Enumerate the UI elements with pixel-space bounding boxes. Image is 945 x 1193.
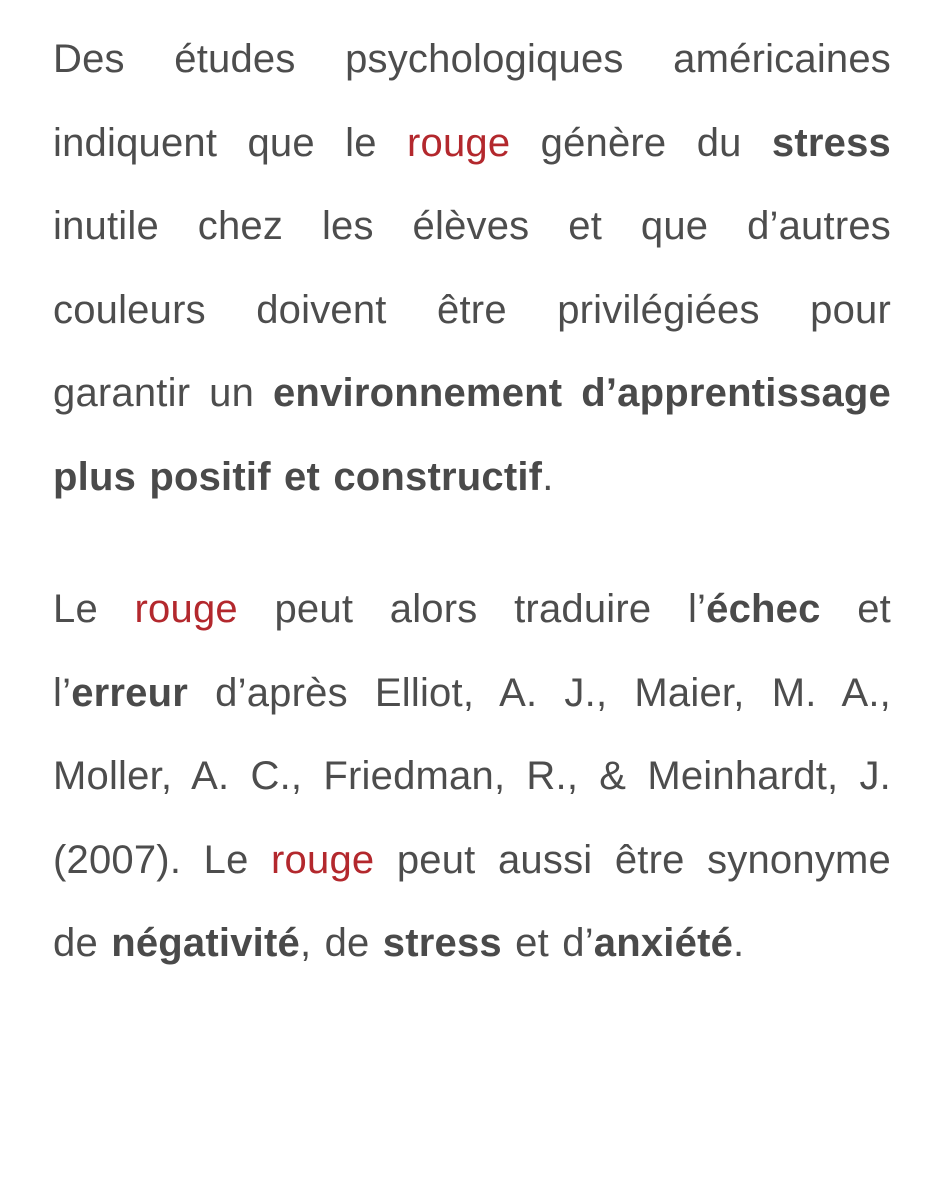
text-run: génère du [510, 120, 772, 165]
text-run: . [733, 921, 745, 965]
text-run: Des études psychologiques américaines indiquent que le [53, 37, 891, 165]
text-run: peut aussi être synonyme de [53, 837, 891, 965]
highlight-rouge: rouge [134, 587, 238, 631]
highlight-rouge: rouge [407, 120, 511, 165]
text-run: et d’ [501, 921, 594, 965]
text-run: . [542, 454, 554, 499]
text-run: Le [53, 587, 135, 631]
emphasis-erreur: erreur [71, 670, 189, 715]
emphasis-anxiete: anxiété [593, 921, 734, 965]
article-body [53, 18, 891, 986]
emphasis-negativite: négativité [111, 921, 300, 965]
paragraph-red-stress-study [53, 18, 891, 519]
emphasis-environment: environnement d’apprentissage plus positif et constructif [53, 371, 891, 499]
text-run: et l’ [53, 587, 891, 715]
emphasis-stress: stress [382, 921, 502, 965]
citation-text: d’après Elliot, A. J., Maier, M. A., Moller, A. C., Friedman, R., & Meinhardt, J. (2007). Le [53, 670, 891, 882]
paragraph-red-failure [53, 568, 891, 986]
text-run: , de [299, 921, 383, 965]
text-run: inutile chez les élèves et que d’autres couleurs doivent être privilégiées pour garantir un [53, 204, 891, 415]
text-run: peut alors traduire l’ [237, 587, 707, 631]
emphasis-echec: échec [706, 587, 821, 631]
emphasis-stress: stress [771, 120, 891, 165]
highlight-rouge: rouge [271, 837, 375, 882]
